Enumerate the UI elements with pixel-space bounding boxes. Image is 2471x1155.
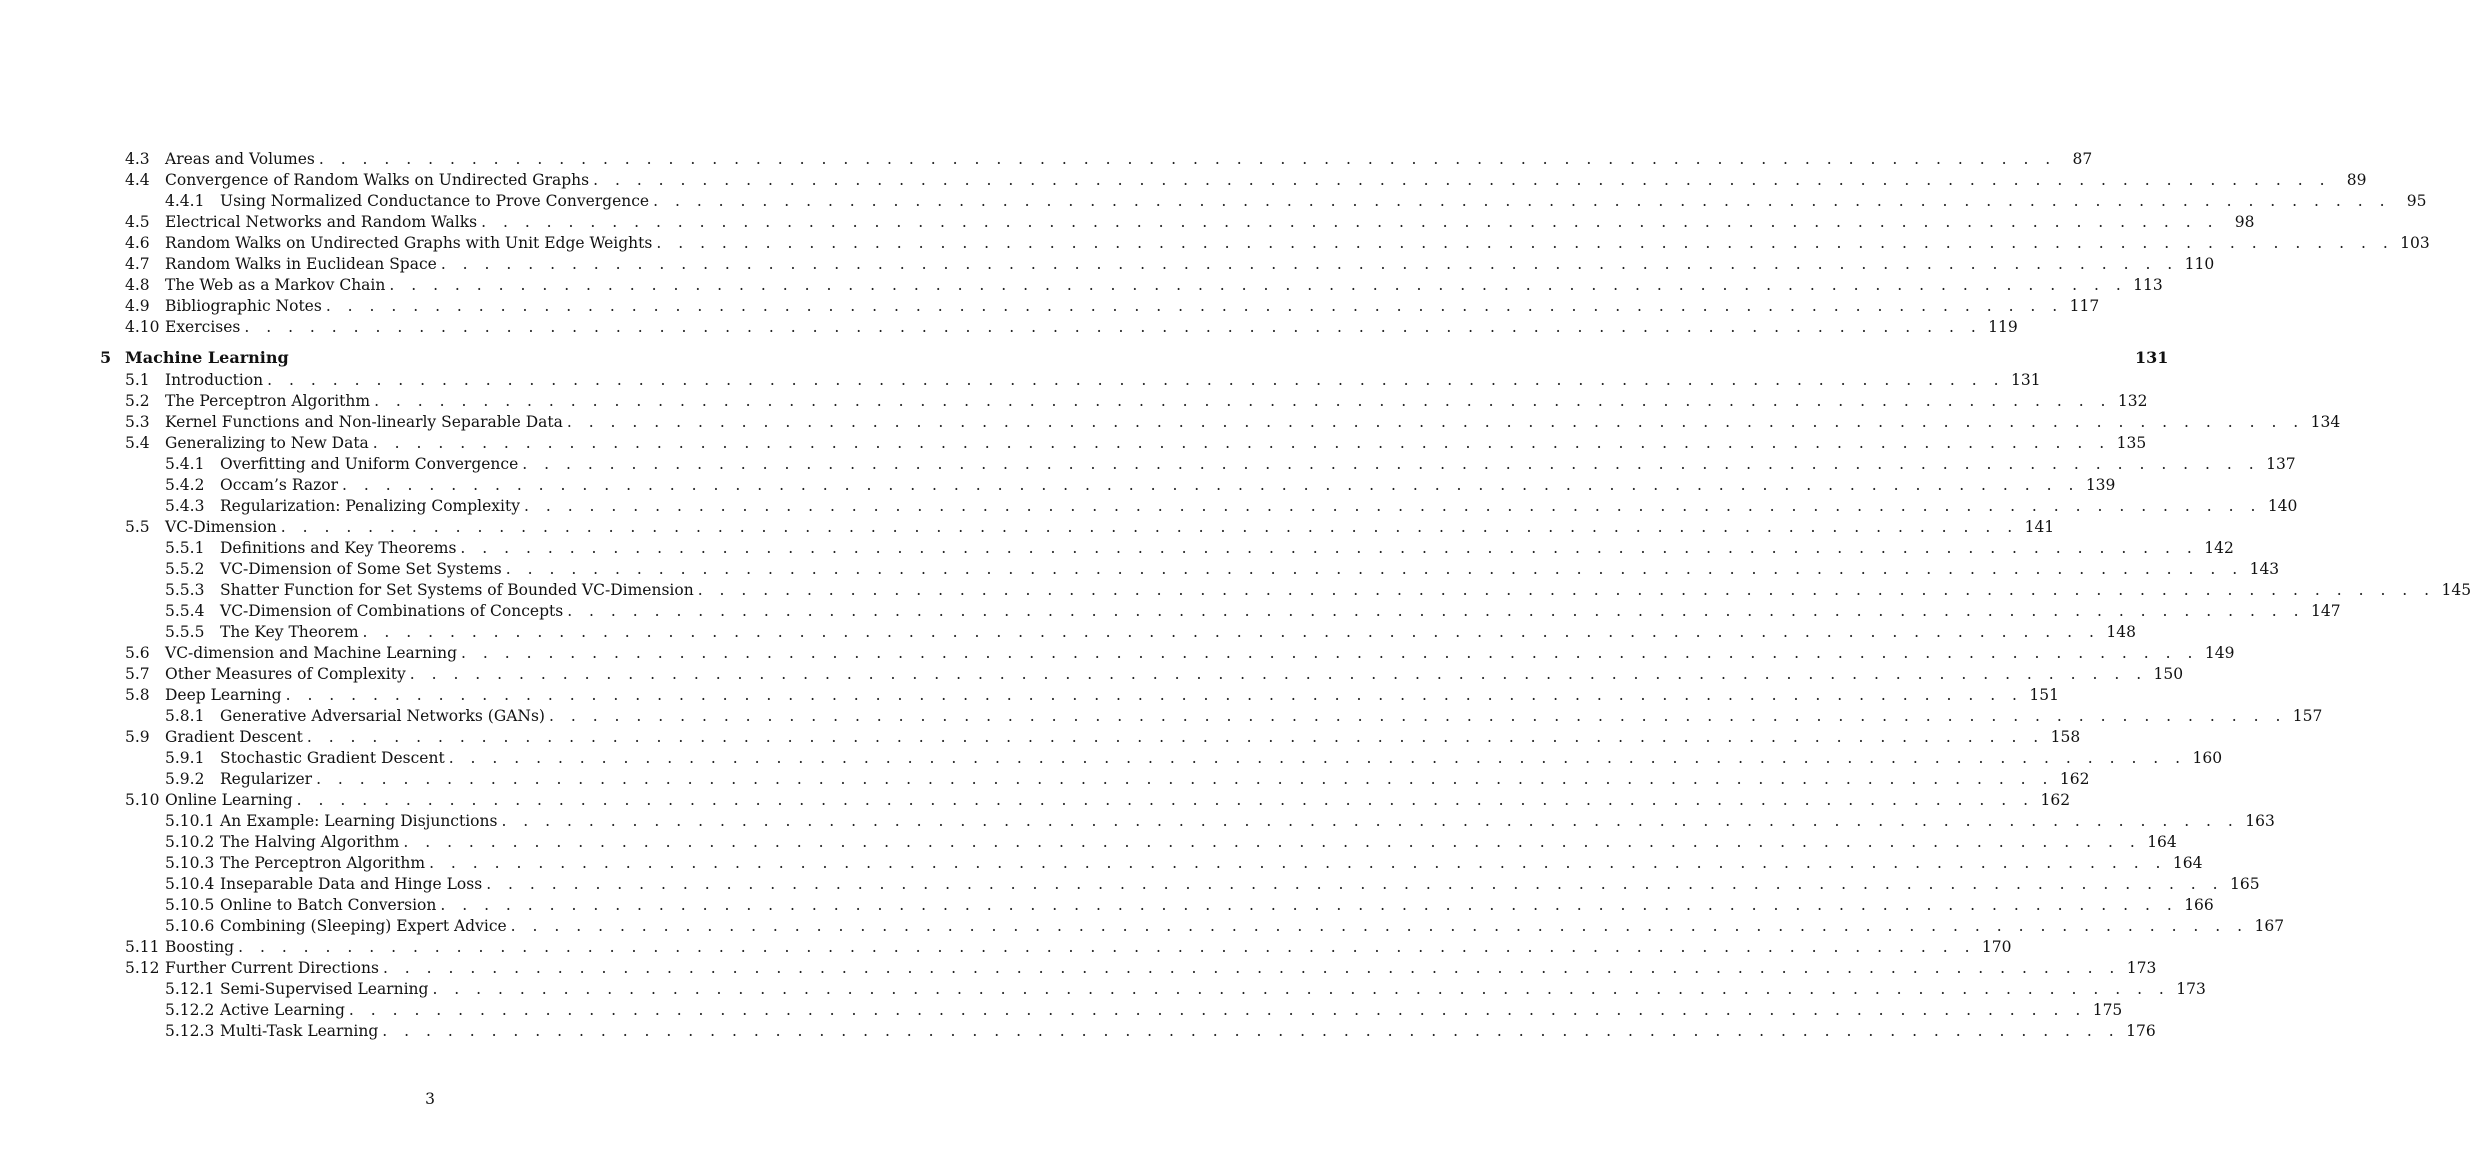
toc-subsection-entry[interactable] — [0, 916, 2285, 937]
toc-entry-page: 103 — [2394, 233, 2430, 254]
toc-entry-page: 145 — [2435, 580, 2471, 601]
toc-entry-body — [165, 664, 2184, 685]
toc-entry-page: 119 — [1982, 317, 2018, 338]
toc-entry-body — [220, 191, 2427, 212]
toc-entry-title: The Key Theorem — [220, 622, 363, 643]
toc-entry-number: 5.9.2 — [165, 770, 205, 788]
toc-entry-title: Electrical Networks and Random Walks — [165, 212, 481, 233]
toc-entry-number: 5.9 — [125, 728, 150, 746]
toc-section-entry[interactable] — [0, 275, 2163, 296]
toc-entry-number: 5.2 — [125, 392, 150, 410]
toc-entry-page: 173 — [2120, 958, 2156, 979]
toc-entry-title: Gradient Descent — [165, 727, 307, 748]
toc-entry-title: VC-dimension and Machine Learning — [165, 643, 461, 664]
toc-entry-body — [165, 937, 2012, 958]
toc-dot-leader: . . . . . . . . . . . . . . . . . . . . . . . . . . . . . . . . . . . . . . . . . . . . . . . . . . . . . . . . . . . . . . . . . . . . . . . . . . . . . . . . — [316, 770, 2054, 788]
toc-entry-page: 98 — [2219, 212, 2255, 233]
toc-section-entry[interactable] — [0, 685, 2059, 706]
toc-section-entry[interactable] — [0, 412, 2341, 433]
toc-entry-page: 176 — [2120, 1021, 2156, 1042]
toc-dot-leader: . . . . . . . . . . . . . . . . . . . . . . . . . . . . . . . . . . . . . . . . . . . . . . . . . . . . . . . . . . . . . . . . . . . . . . . . . . . . . . . . — [325, 297, 2064, 315]
toc-section-entry[interactable] — [0, 212, 2255, 233]
toc-dot-leader: . . . . . . . . . . . . . . . . . . . . . . . . . . . . . . . . . . . . . . . . . . . . . . . . . . . . . . . . . . . . . . . . . . . . . . . . . . . . . . . . — [382, 959, 2121, 977]
toc-section-entry[interactable] — [0, 254, 2215, 275]
toc-entry-title: Combining (Sleeping) Expert Advice — [220, 916, 511, 937]
toc-entry-number: 4.6 — [125, 234, 150, 252]
toc-entry-number: 5.4 — [125, 434, 150, 452]
toc-entry-body — [165, 170, 2367, 191]
toc-entry-page: 150 — [2147, 664, 2183, 685]
toc-dot-leader: . . . . . . . . . . . . . . . . . . . . . . . . . . . . . . . . . . . . . . . . . . . . . . . . . . . . . . . . . . . . . . . . . . . . . . . . . . . . . . . . — [280, 518, 2019, 536]
toc-entry-title: Deep Learning — [165, 685, 286, 706]
toc-entry-page: 164 — [2166, 853, 2202, 874]
toc-entry-page: 162 — [2034, 790, 2070, 811]
toc-entry-number: 5.5.1 — [165, 539, 205, 557]
toc-dot-leader: . . . . . . . . . . . . . . . . . . . . . . . . . . . . . . . . . . . . . . . . . . . . . . . . . . . . . . . . . . . . . . . . . . . . . . . . . . . . . . . . — [524, 497, 2262, 515]
toc-entry-body — [165, 685, 2059, 706]
toc-entry-number: 5.8.1 — [165, 707, 205, 725]
toc-entry-body — [220, 601, 2341, 622]
toc-entry-number: 4.5 — [125, 213, 150, 231]
toc-entry-number: 5.12 — [125, 959, 160, 977]
toc-entry-page: 110 — [2178, 254, 2214, 275]
toc-entry-body — [220, 475, 2116, 496]
toc-dot-leader: . . . . . . . . . . . . . . . . . . . . . . . . . . . . . . . . . . . . . . . . . . . . . . . . . . . . . . . . . . . . . . . . . . . . . . . . . . . . . . . . — [448, 749, 2187, 767]
toc-dot-leader: . . . . . . . . . . . . . . . . . . . . . . . . . . . . . . . . . . . . . . . . . . . . . . . . . . . . . . . . . . . . . . . . . . . . . . . . . . . . . . . . — [306, 728, 2045, 746]
toc-entry-page: 95 — [2391, 191, 2427, 212]
toc-entry-title: Overfitting and Uniform Convergence — [220, 454, 522, 475]
table-of-contents — [0, 149, 2471, 1042]
toc-entry-page: 147 — [2305, 601, 2341, 622]
toc-entry-title: The Halving Algorithm — [220, 832, 403, 853]
toc-subsection-entry[interactable] — [0, 874, 2260, 895]
toc-entry-body — [220, 454, 2296, 475]
toc-entry-page: 160 — [2186, 748, 2222, 769]
toc-dot-leader: . . . . . . . . . . . . . . . . . . . . . . . . . . . . . . . . . . . . . . . . . . . . . . . . . . . . . . . . . . . . . . . . . . . . . . . . . . . . . . . . — [567, 602, 2305, 620]
toc-entry-page: 134 — [2304, 412, 2340, 433]
toc-dot-leader: . . . . . . . . . . . . . . . . . . . . . . . . . . . . . . . . . . . . . . . . . . . . . . . . . . . . . . . . . . . . . . . . . . . . . . . . . . . . . . . . — [505, 560, 2244, 578]
toc-entry-title: Regularization: Penalizing Complexity — [220, 496, 524, 517]
toc-entry-body — [165, 958, 2157, 979]
toc-entry-number: 5.12.3 — [165, 1022, 215, 1040]
toc-entry-number: 5.10.3 — [165, 854, 215, 872]
toc-entry-number: 5.5.5 — [165, 623, 205, 641]
toc-entry-body — [220, 559, 2280, 580]
toc-entry-page: 148 — [2100, 622, 2136, 643]
toc-entry-body — [220, 811, 2275, 832]
toc-entry-body — [165, 296, 2100, 317]
toc-entry-number: 5.1 — [125, 371, 150, 389]
toc-entry-number: 5.3 — [125, 413, 150, 431]
toc-subsection-entry[interactable] — [0, 454, 2296, 475]
toc-dot-leader: . . . . . . . . . . . . . . . . . . . . . . . . . . . . . . . . . . . . . . . . . . . . . . . . . . . . . . . . . . . . . . . . . . . . . . . . . . . . . . . . — [238, 938, 1976, 956]
toc-entry-page: 157 — [2286, 706, 2322, 727]
toc-entry-body — [165, 517, 2055, 538]
toc-entry-page: 135 — [2110, 433, 2146, 454]
toc-entry-number: 4.4 — [125, 171, 150, 189]
toc-subsection-entry[interactable] — [0, 811, 2275, 832]
toc-entry-number: 5.5.3 — [165, 581, 205, 599]
toc-entry-title: Other Measures of Complexity — [165, 664, 410, 685]
toc-entry-page: 151 — [2023, 685, 2059, 706]
toc-entry-title: Random Walks in Euclidean Space — [165, 254, 441, 275]
toc-entry-page: 149 — [2198, 643, 2234, 664]
toc-entry-title: VC-Dimension — [165, 517, 281, 538]
toc-entry-page: 167 — [2248, 916, 2284, 937]
toc-entry-title: VC-Dimension of Some Set Systems — [220, 559, 506, 580]
toc-section-entry[interactable] — [0, 790, 2071, 811]
toc-entry-body — [165, 275, 2163, 296]
toc-subsection-entry[interactable] — [0, 832, 2177, 853]
toc-entry-number: 4.8 — [125, 276, 150, 294]
toc-entry-number: 5.9.1 — [165, 749, 205, 767]
toc-entry-number: 5.10.2 — [165, 833, 215, 851]
toc-section-entry[interactable] — [0, 170, 2367, 191]
toc-section-entry[interactable] — [0, 727, 2081, 748]
toc-dot-leader: . . . . . . . . . . . . . . . . . . . . . . . . . . . . . . . . . . . . . . . . . . . . . . . . . . . . . . . . . . . . . . . . . . . . . . . . . . . . . . . . — [244, 318, 1982, 336]
toc-subsection-entry[interactable] — [0, 895, 2214, 916]
toc-entry-title: The Perceptron Algorithm — [220, 853, 429, 874]
toc-section-entry[interactable] — [0, 296, 2100, 317]
toc-entry-title: The Perceptron Algorithm — [165, 391, 374, 412]
toc-subsection-entry[interactable] — [0, 979, 2206, 1000]
toc-entry-title: Further Current Directions — [165, 958, 383, 979]
toc-dot-leader: . . . . . . . . . . . . . . . . . . . . . . . . . . . . . . . . . . . . . . . . . . . . . . . . . . . . . . . . . . . . . . . . . . . . . . . . . . . . . . . . — [389, 276, 2127, 294]
toc-dot-leader: . . . . . . . . . . . . . . . . . . . . . . . . . . . . . . . . . . . . . . . . . . . . . . . . . . . . . . . . . . . . . . . . . . . . . . . . . . . . . . . . — [548, 707, 2287, 725]
toc-entry-number: 5 — [100, 348, 112, 367]
toc-entry-body — [220, 580, 2471, 601]
toc-dot-leader: . . . . . . . . . . . . . . . . . . . . . . . . . . . . . . . . . . . . . . . . . . . . . . . . . . . . . . . . . . . . . . . . . . . . . . . . . . . . . . . . — [432, 980, 2170, 998]
toc-dot-leader: . . . . . . . . . . . . . . . . . . . . . . . . . . . . . . . . . . . . . . . . . . . . . . . . . . . . . . . . . . . . . . . . . . . . . . . . . . . . . . . . — [267, 371, 2005, 389]
toc-entry-body — [165, 643, 2235, 664]
toc-entry-page: 137 — [2260, 454, 2296, 475]
toc-entry-page: 139 — [2079, 475, 2115, 496]
toc-entry-number: 5.5 — [125, 518, 150, 536]
toc-entry-body — [165, 233, 2430, 254]
toc-subsection-entry[interactable] — [0, 475, 2116, 496]
toc-subsection-entry[interactable] — [0, 1021, 2156, 1042]
toc-entry-title: Online to Batch Conversion — [220, 895, 440, 916]
toc-entry-page: 170 — [1976, 937, 2012, 958]
toc-subsection-entry[interactable] — [0, 538, 2234, 559]
toc-entry-title: Occam’s Razor — [220, 475, 342, 496]
toc-entry-title: Inseparable Data and Hinge Loss — [220, 874, 486, 895]
toc-entry-title: Using Normalized Conductance to Prove Convergence — [220, 191, 653, 212]
toc-entry-body — [165, 790, 2071, 811]
toc-entry-page: 162 — [2053, 769, 2089, 790]
toc-section-entry[interactable] — [0, 958, 2157, 979]
toc-entry-body — [220, 1000, 2123, 1021]
toc-entry-number: 4.4.1 — [165, 192, 205, 210]
toc-entry-body — [165, 149, 2093, 170]
toc-entry-number: 5.10.1 — [165, 812, 215, 830]
toc-dot-leader: . . . . . . . . . . . . . . . . . . . . . . . . . . . . . . . . . . . . . . . . . . . . . . . . . . . . . . . . . . . . . . . . . . . . . . . . . . . . . . . . — [440, 896, 2178, 914]
toc-entry-body — [165, 254, 2215, 275]
toc-dot-leader: . . . . . . . . . . . . . . . . . . . . . . . . . . . . . . . . . . . . . . . . . . . . . . . . . . . . . . . . . . . . . . . . . . . . . . . . . . . . . . . . — [653, 192, 2391, 210]
toc-entry-number: 5.10.5 — [165, 896, 215, 914]
toc-entry-body — [220, 916, 2285, 937]
toc-entry-title: Semi-Supervised Learning — [220, 979, 432, 1000]
toc-dot-leader: . . . . . . . . . . . . . . . . . . . . . . . . . . . . . . . . . . . . . . . . . . . . . . . . . . . . . . . . . . . . . . . . . . . . . . . . . . . . . . . . — [403, 833, 2141, 851]
toc-subsection-entry[interactable] — [0, 601, 2341, 622]
toc-section-entry[interactable] — [0, 643, 2235, 664]
toc-subsection-entry[interactable] — [0, 496, 2298, 517]
toc-entry-body — [220, 538, 2234, 559]
toc-entry-title: Exercises — [165, 317, 244, 338]
toc-dot-leader: . . . . . . . . . . . . . . . . . . . . . . . . . . . . . . . . . . . . . . . . . . . . . . . . . . . . . . . . . . . . . . . . . . . . . . . . . . . . . . . . — [382, 1022, 2120, 1040]
toc-dot-leader: . . . . . . . . . . . . . . . . . . . . . . . . . . . . . . . . . . . . . . . . . . . . . . . . . . . . . . . . . . . . . . . . . . . . . . . . . . . . . . . . — [429, 854, 2167, 872]
toc-entry-page: 143 — [2243, 559, 2279, 580]
toc-entry-number: 4.9 — [125, 297, 150, 315]
toc-entry-title: An Example: Learning Disjunctions — [220, 811, 501, 832]
toc-entry-number: 4.10 — [125, 318, 160, 336]
toc-entry-title: Regularizer — [220, 769, 316, 790]
toc-entry-title: Convergence of Random Walks on Undirected Graphs — [165, 170, 593, 191]
toc-entry-title: Generalizing to New Data — [165, 433, 373, 454]
toc-entry-body — [165, 412, 2341, 433]
toc-dot-leader: . . . . . . . . . . . . . . . . . . . . . . . . . . . . . . . . . . . . . . . . . . . . . . . . . . . . . . . . . . . . . . . . . . . . . . . . . . . . . . . . — [362, 623, 2100, 641]
toc-entry-number: 4.3 — [125, 150, 150, 168]
toc-entry-number: 5.12.2 — [165, 1001, 215, 1019]
toc-entry-number: 5.10.4 — [165, 875, 215, 893]
toc-dot-leader: . . . . . . . . . . . . . . . . . . . . . . . . . . . . . . . . . . . . . . . . . . . . . . . . . . . . . . . . . . . . . . . . . . . . . . . . . . . . . . . . — [372, 434, 2111, 452]
toc-entry-page: 165 — [2224, 874, 2260, 895]
toc-entry-title: Definitions and Key Theorems — [220, 538, 460, 559]
toc-entry-body — [165, 727, 2081, 748]
toc-entry-number: 5.6 — [125, 644, 150, 662]
toc-entry-number: 5.7 — [125, 665, 150, 683]
toc-dot-leader: . . . . . . . . . . . . . . . . . . . . . . . . . . . . . . . . . . . . . . . . . . . . . . . . . . . . . . . . . . . . . . . . . . . . . . . . . . . . . . . . — [656, 234, 2394, 252]
toc-entry-title: Random Walks on Undirected Graphs with Unit Edge Weights — [165, 233, 656, 254]
toc-section-entry[interactable] — [0, 664, 2184, 685]
toc-subsection-entry[interactable] — [0, 1000, 2123, 1021]
toc-entry-body — [165, 433, 2147, 454]
toc-entry-body — [220, 706, 2323, 727]
page-number: 3 — [425, 1090, 435, 1108]
toc-entry-page: 166 — [2178, 895, 2214, 916]
toc-entry-body — [220, 874, 2260, 895]
toc-dot-leader: . . . . . . . . . . . . . . . . . . . . . . . . . . . . . . . . . . . . . . . . . . . . . . . . . . . . . . . . . . . . . . . . . . . . . . . . . . . . . . . . — [374, 392, 2112, 410]
toc-dot-leader: . . . . . . . . . . . . . . . . . . . . . . . . . . . . . . . . . . . . . . . . . . . . . . . . . . . . . . . . . . . . . . . . . . . . . . . . . . . . . . . . — [522, 455, 2260, 473]
toc-section-entry[interactable] — [0, 937, 2012, 958]
toc-subsection-entry[interactable] — [0, 706, 2323, 727]
toc-entry-page: 163 — [2239, 811, 2275, 832]
toc-dot-leader: . . . . . . . . . . . . . . . . . . . . . . . . . . . . . . . . . . . . . . . . . . . . . . . . . . . . . . . . . . . . . . . . . . . . . . . . . . . . . . . . — [409, 665, 2148, 683]
toc-entry-title: Generative Adversarial Networks (GANs) — [220, 706, 549, 727]
toc-entry-body — [165, 370, 2041, 391]
toc-section-entry[interactable] — [0, 517, 2055, 538]
toc-entry-number: 5.11 — [125, 938, 160, 956]
toc-entry-title: Active Learning — [220, 1000, 349, 1021]
toc-entry-title: Areas and Volumes — [165, 149, 319, 170]
toc-entry-title: Boosting — [165, 937, 238, 958]
toc-entry-title: The Web as a Markov Chain — [165, 275, 389, 296]
toc-entry-number: 5.4.3 — [165, 497, 205, 515]
toc-entry-body — [165, 391, 2148, 412]
toc-subsection-entry[interactable] — [0, 853, 2203, 874]
toc-entry-body — [220, 769, 2090, 790]
toc-entry-body — [220, 748, 2223, 769]
toc-subsection-entry[interactable] — [0, 748, 2223, 769]
toc-entry-page: 132 — [2111, 391, 2147, 412]
toc-section-entry[interactable] — [0, 433, 2147, 454]
toc-section-entry[interactable] — [0, 233, 2430, 254]
toc-entry-page: 131 — [2132, 346, 2168, 370]
toc-dot-leader: . . . . . . . . . . . . . . . . . . . . . . . . . . . . . . . . . . . . . . . . . . . . . . . . . . . . . . . . . . . . . . . . . . . . . . . . . . . . . . . . — [501, 812, 2239, 830]
toc-entry-body — [220, 895, 2214, 916]
toc-entry-page: 142 — [2198, 538, 2234, 559]
toc-entry-number: 5.5.2 — [165, 560, 205, 578]
toc-entry-page: 89 — [2331, 170, 2367, 191]
toc-entry-page: 117 — [2063, 296, 2099, 317]
toc-entry-title: Multi-Task Learning — [220, 1021, 382, 1042]
toc-entry-body — [220, 853, 2203, 874]
toc-entry-body — [165, 212, 2255, 233]
toc-subsection-entry[interactable] — [0, 559, 2280, 580]
toc-entry-title: Kernel Functions and Non-linearly Separable Data — [165, 412, 567, 433]
toc-dot-leader: . . . . . . . . . . . . . . . . . . . . . . . . . . . . . . . . . . . . . . . . . . . . . . . . . . . . . . . . . . . . . . . . . . . . . . . . . . . . . . . . — [318, 150, 2057, 168]
toc-entry-number: 5.10.6 — [165, 917, 215, 935]
toc-dot-leader: . . . . . . . . . . . . . . . . . . . . . . . . . . . . . . . . . . . . . . . . . . . . . . . . . . . . . . . . . . . . . . . . . . . . . . . . . . . . . . . . — [593, 171, 2331, 189]
toc-entry-body — [165, 317, 2018, 338]
toc-entry-page: 131 — [2005, 370, 2041, 391]
toc-entry-page: 113 — [2127, 275, 2163, 296]
toc-entry-title: Machine Learning — [125, 346, 293, 370]
toc-entry-page: 140 — [2261, 496, 2297, 517]
toc-chapter-entry[interactable] — [0, 346, 2169, 370]
toc-entry-page: 164 — [2141, 832, 2177, 853]
toc-dot-leader: . . . . . . . . . . . . . . . . . . . . . . . . . . . . . . . . . . . . . . . . . . . . . . . . . . . . . . . . . . . . . . . . . . . . . . . . . . . . . . . . — [348, 1001, 2087, 1019]
toc-dot-leader: . . . . . . . . . . . . . . . . . . . . . . . . . . . . . . . . . . . . . . . . . . . . . . . . . . . . . . . . . . . . . . . . . . . . . . . . . . . . . . . . — [461, 644, 2199, 662]
toc-dot-leader: . . . . . . . . . . . . . . . . . . . . . . . . . . . . . . . . . . . . . . . . . . . . . . . . . . . . . . . . . . . . . . . . . . . . . . . . . . . . . . . . — [342, 476, 2080, 494]
toc-entry-body — [220, 496, 2298, 517]
toc-entry-page: 141 — [2018, 517, 2054, 538]
toc-entry-title: Stochastic Gradient Descent — [220, 748, 449, 769]
toc-entry-title: Online Learning — [165, 790, 297, 811]
toc-entry-body — [220, 979, 2206, 1000]
toc-dot-leader: . . . . . . . . . . . . . . . . . . . . . . . . . . . . . . . . . . . . . . . . . . . . . . . . . . . . . . . . . . . . . . . . . . . . . . . . . . . . . . . . — [296, 791, 2035, 809]
toc-entry-page: 87 — [2056, 149, 2092, 170]
toc-dot-leader: . . . . . . . . . . . . . . . . . . . . . . . . . . . . . . . . . . . . . . . . . . . . . . . . . . . . . . . . . . . . . . . . . . . . . . . . . . . . . . . . — [697, 581, 2436, 599]
toc-subsection-entry[interactable] — [0, 580, 2471, 601]
toc-entry-number: 4.7 — [125, 255, 150, 273]
toc-dot-leader: . . . . . . . . . . . . . . . . . . . . . . . . . . . . . . . . . . . . . . . . . . . . . . . . . . . . . . . . . . . . . . . . . . . . . . . . . . . . . . . . — [481, 213, 2219, 231]
toc-dot-leader: . . . . . . . . . . . . . . . . . . . . . . . . . . . . . . . . . . . . . . . . . . . . . . . . . . . . . . . . . . . . . . . . . . . . . . . . . . . . . . . . — [566, 413, 2305, 431]
toc-entry-title: Shatter Function for Set Systems of Bounded VC-Dimension — [220, 580, 698, 601]
toc-dot-leader: . . . . . . . . . . . . . . . . . . . . . . . . . . . . . . . . . . . . . . . . . . . . . . . . . . . . . . . . . . . . . . . . . . . . . . . . . . . . . . . . — [486, 875, 2224, 893]
toc-dot-leader: . . . . . . . . . . . . . . . . . . . . . . . . . . . . . . . . . . . . . . . . . . . . . . . . . . . . . . . . . . . . . . . . . . . . . . . . . . . . . . . . — [510, 917, 2249, 935]
toc-entry-page: 175 — [2086, 1000, 2122, 1021]
toc-entry-page: 173 — [2170, 979, 2206, 1000]
toc-dot-leader: . . . . . . . . . . . . . . . . . . . . . . . . . . . . . . . . . . . . . . . . . . . . . . . . . . . . . . . . . . . . . . . . . . . . . . . . . . . . . . . . — [460, 539, 2198, 557]
toc-entry-number: 5.8 — [125, 686, 150, 704]
toc-dot-leader: . . . . . . . . . . . . . . . . . . . . . . . . . . . . . . . . . . . . . . . . . . . . . . . . . . . . . . . . . . . . . . . . . . . . . . . . . . . . . . . . — [440, 255, 2179, 273]
toc-section-entry[interactable] — [0, 317, 2018, 338]
toc-section-entry[interactable] — [0, 370, 2041, 391]
toc-entry-body — [125, 346, 2169, 370]
toc-section-entry[interactable] — [0, 391, 2148, 412]
toc-entry-body — [220, 1021, 2156, 1042]
toc-subsection-entry[interactable] — [0, 191, 2427, 212]
toc-entry-number: 5.12.1 — [165, 980, 215, 998]
toc-entry-body — [220, 832, 2177, 853]
toc-entry-number: 5.10 — [125, 791, 160, 809]
toc-section-entry[interactable] — [0, 149, 2093, 170]
toc-entry-body — [220, 622, 2136, 643]
toc-dot-leader: . . . . . . . . . . . . . . . . . . . . . . . . . . . . . . . . . . . . . . . . . . . . . . . . . . . . . . . . . . . . . . . . . . . . . . . . . . . . . . . . — [285, 686, 2023, 704]
toc-entry-number: 5.4.1 — [165, 455, 205, 473]
toc-entry-title: Introduction — [165, 370, 267, 391]
toc-entry-page: 158 — [2044, 727, 2080, 748]
toc-subsection-entry[interactable] — [0, 622, 2136, 643]
toc-subsection-entry[interactable] — [0, 769, 2090, 790]
toc-entry-title: VC-Dimension of Combinations of Concepts — [220, 601, 567, 622]
toc-entry-number: 5.5.4 — [165, 602, 205, 620]
toc-entry-number: 5.4.2 — [165, 476, 205, 494]
toc-entry-title: Bibliographic Notes — [165, 296, 326, 317]
